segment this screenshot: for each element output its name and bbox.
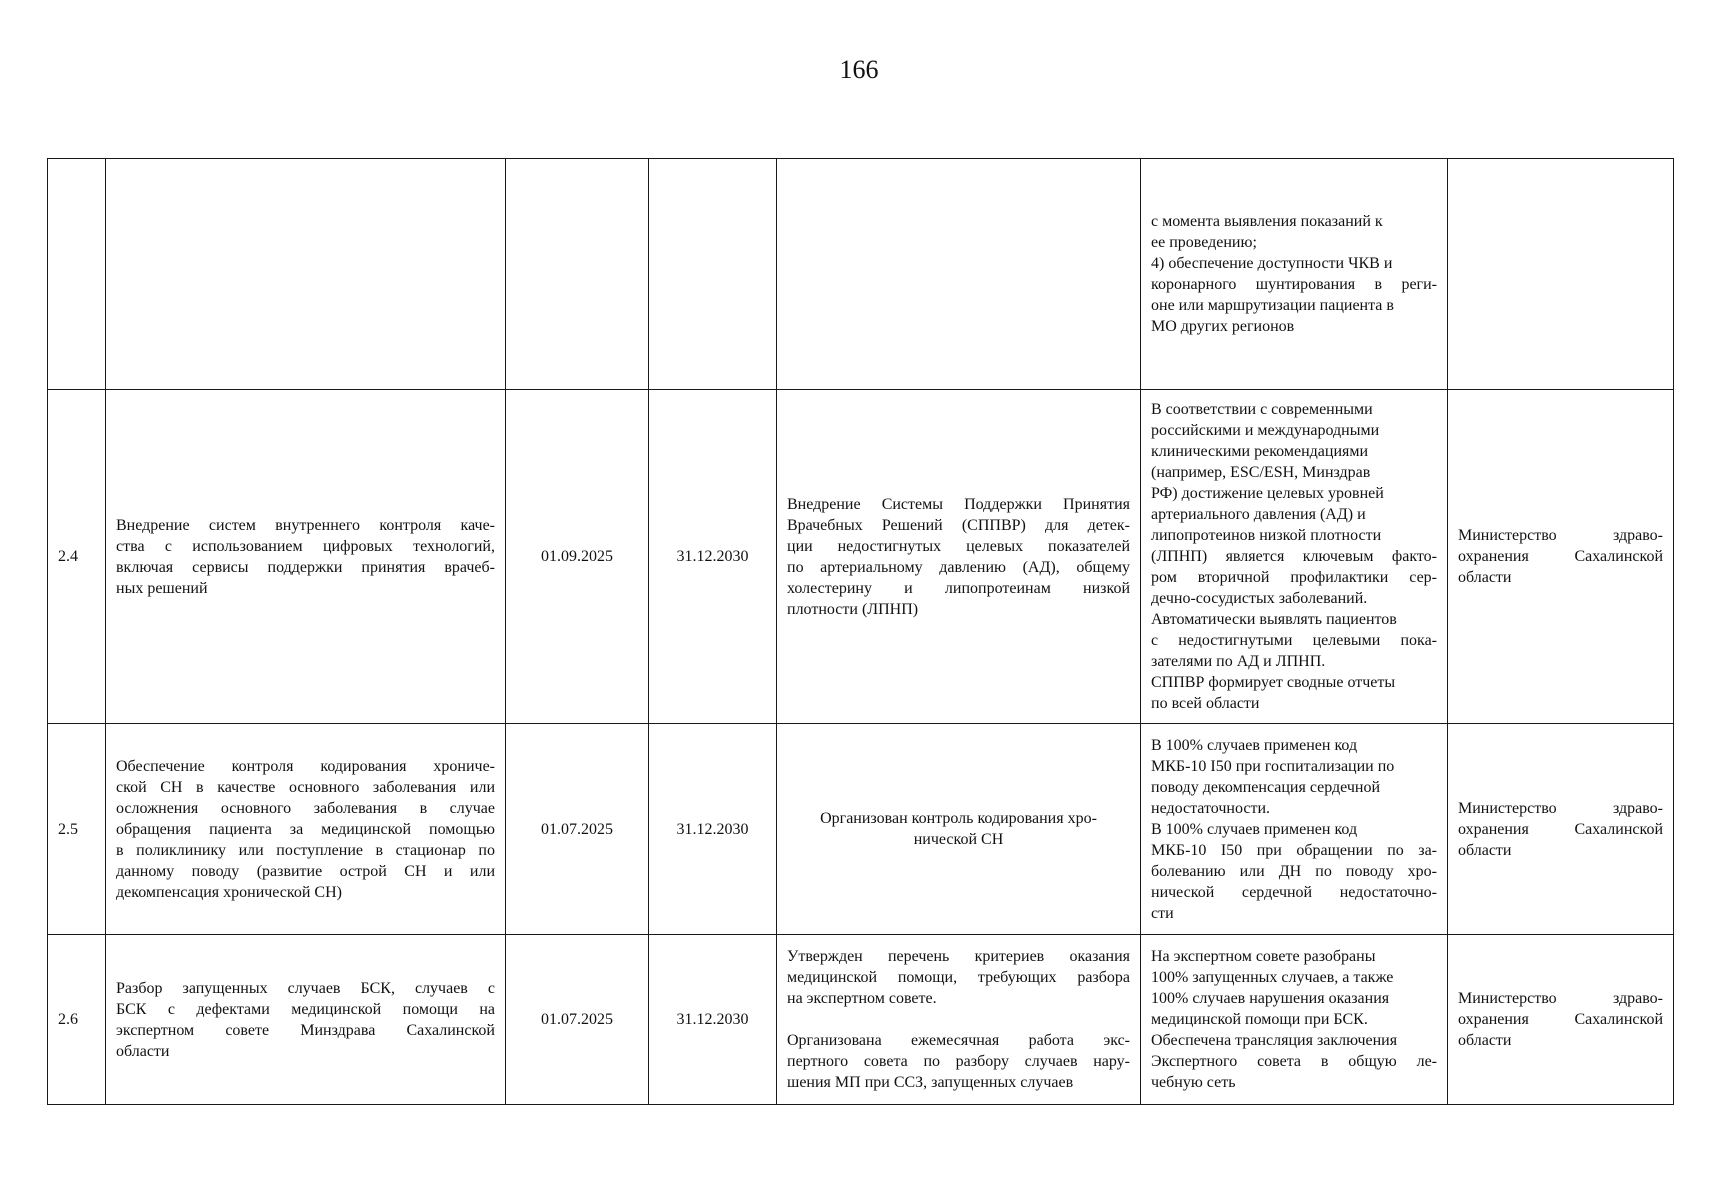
cell-end-date: 31.12.2030	[649, 935, 777, 1105]
table-row	[48, 390, 1674, 724]
text-line: холестерину и липопротеинам низкой	[787, 579, 1130, 597]
text-line: (ЛПНП) является ключевым факто-	[1151, 548, 1437, 565]
text-line: охранения Сахалинской	[1458, 548, 1663, 565]
text-line: Внедрение Системы Поддержки Принятия	[787, 495, 1130, 513]
text-line: медицинской помощи при БСК.	[1151, 1011, 1368, 1028]
cell-indicator	[1141, 935, 1448, 1105]
text-line: декомпенсация хронической СН)	[116, 883, 342, 901]
text-line: чебную сеть	[1151, 1074, 1236, 1091]
text-line: с недостигнутыми целевыми пока-	[1151, 632, 1437, 649]
cell-result	[777, 935, 1141, 1105]
text-line: ской СН в качестве основного заболевания или	[116, 778, 495, 796]
cell-task	[106, 159, 506, 390]
text-line: ции недостигнутых целевых показателей	[787, 537, 1130, 555]
cell-end-date	[649, 159, 777, 390]
text-line: Врачебных Решений (СППВР) для детек-	[787, 516, 1130, 534]
cell-end-date: 31.12.2030	[649, 390, 777, 724]
text-line: 4) обеспечение доступности ЧКВ и	[1151, 255, 1393, 272]
cell-indicator	[1141, 159, 1448, 390]
text-line: нической СН	[913, 831, 1004, 848]
cell-start-date: 01.09.2025	[506, 390, 649, 724]
cell-number: 2.6	[48, 935, 106, 1105]
cell-start-date: 01.07.2025	[506, 724, 649, 935]
text-line: Экспертного совета в общую ле-	[1151, 1053, 1437, 1070]
cell-indicator	[1141, 724, 1448, 935]
text-line: 100% запущенных случаев, а также	[1151, 969, 1394, 986]
text-line: Министерство здраво-	[1458, 527, 1663, 544]
text-line: Внедрение систем внутреннего контроля каче-	[116, 516, 495, 534]
text-line: 100% случаев нарушения оказания	[1151, 990, 1390, 1007]
text-line: зателями по АД и ЛПНП.	[1151, 653, 1326, 670]
text-line: охранения Сахалинской	[1458, 820, 1663, 838]
text-line: В 100% случаев применен код	[1151, 736, 1358, 754]
cell-task	[106, 390, 506, 724]
text-line: липопротеинов низкой плотности	[1151, 527, 1382, 544]
text-line: российскими и международными	[1151, 422, 1380, 439]
cell-result	[777, 390, 1141, 724]
text-line: недостаточности.	[1151, 799, 1270, 817]
text-line: Обеспечена трансляция заключения	[1151, 1032, 1398, 1049]
text-line: Обеспечение контроля кодирования хрониче-	[116, 757, 495, 775]
text-line: ных решений	[116, 579, 208, 597]
text-line: Министерство здраво-	[1458, 990, 1663, 1007]
text-line: В 100% случаев применен код	[1151, 820, 1358, 838]
text-line: шения МП при ССЗ, запущенных случаев	[787, 1074, 1074, 1091]
cell-number: 2.5	[48, 724, 106, 935]
text-line: коронарного шунтирования в реги-	[1151, 276, 1437, 293]
cell-responsible	[1448, 159, 1674, 390]
text-line	[787, 1009, 1130, 1030]
cell-number	[48, 159, 106, 390]
text-line: МКБ-10 I50 при обращении по за-	[1151, 841, 1437, 859]
text-line: поводу декомпенсация сердечной	[1151, 778, 1381, 796]
cell-start-date	[506, 159, 649, 390]
activity-table	[47, 158, 1674, 1105]
cell-responsible	[1448, 724, 1674, 935]
text-line: области	[116, 1042, 170, 1060]
text-line: нической сердечной недостаточно-	[1151, 883, 1437, 901]
text-line: включая сервисы поддержки принятия врачеб-	[116, 558, 495, 576]
text-line: Организован контроль кодирования хро-	[820, 810, 1097, 827]
text-line: данному поводу (развитие острой СН и или	[116, 862, 495, 880]
text-line: медицинской помощи, требующих разбора	[787, 969, 1130, 986]
text-line: ства с использованием цифровых технологий,	[116, 537, 495, 555]
text-line: Разбор запущенных случаев БСК, случаев с	[116, 979, 495, 997]
text-line: экспертном совете Минздрава Сахалинской	[116, 1021, 495, 1039]
cell-number: 2.4	[48, 390, 106, 724]
table-row	[48, 935, 1674, 1105]
text-line: ее проведению;	[1151, 234, 1257, 251]
text-line: МКБ-10 I50 при госпитализации по	[1151, 757, 1395, 775]
page-number: 166	[839, 55, 879, 84]
cell-start-date: 01.07.2025	[506, 935, 649, 1105]
text-line: клиническими рекомендациями	[1151, 443, 1369, 460]
text-line: артериального давления (АД) и	[1151, 506, 1366, 523]
text-line: БСК с дефектами медицинской помощи на	[116, 1000, 495, 1018]
text-line: РФ) достижение целевых уровней	[1151, 485, 1384, 502]
text-line: по всей области	[1151, 695, 1260, 712]
cell-task	[106, 724, 506, 935]
cell-indicator	[1141, 390, 1448, 724]
table-row	[48, 159, 1674, 390]
text-line: в поликлинику или поступление в стационар по	[116, 841, 495, 859]
cell-task	[106, 935, 506, 1105]
text-line: ром вторичной профилактики сер-	[1151, 569, 1437, 586]
text-line: сти	[1151, 904, 1174, 922]
cell-responsible	[1448, 935, 1674, 1105]
text-line: Организована ежемесячная работа экс-	[787, 1032, 1130, 1049]
text-line: дечно-сосудистых заболеваний.	[1151, 590, 1368, 607]
text-line: области	[1458, 1032, 1512, 1049]
text-line: Автоматически выявлять пациентов	[1151, 611, 1397, 628]
text-line: области	[1458, 841, 1512, 859]
text-line: Утвержден перечень критериев оказания	[787, 948, 1130, 965]
cell-result	[777, 724, 1141, 935]
text-line: области	[1458, 569, 1512, 586]
text-line: обращения пациента за медицинской помощью	[116, 820, 495, 838]
text-line: На экспертном совете разобраны	[1151, 948, 1376, 965]
text-line: МО других регионов	[1151, 318, 1295, 335]
text-line: на экспертном совете.	[787, 990, 937, 1007]
cell-responsible	[1448, 390, 1674, 724]
text-line: пертного совета по разбору случаев нару-	[787, 1053, 1130, 1070]
text-line: болеванию или ДН по поводу хро-	[1151, 862, 1437, 880]
text-line: с момента выявления показаний к	[1151, 213, 1383, 230]
text-line: Министерство здраво-	[1458, 799, 1663, 817]
text-line: (например, ESC/ESH, Минздрав	[1151, 464, 1371, 481]
table-row	[48, 724, 1674, 935]
text-line: плотности (ЛПНП)	[787, 600, 919, 618]
text-line: СППВР формирует сводные отчеты	[1151, 674, 1396, 691]
text-line: осложнения основного заболевания в случае	[116, 799, 495, 817]
text-line: по артериальному давлению (АД), общему	[787, 558, 1130, 576]
text-line: охранения Сахалинской	[1458, 1011, 1663, 1028]
cell-result	[777, 159, 1141, 390]
cell-end-date: 31.12.2030	[649, 724, 777, 935]
text-line: В соответствии с современными	[1151, 401, 1373, 418]
text-line: оне или маршрутизации пациента в	[1151, 297, 1394, 314]
